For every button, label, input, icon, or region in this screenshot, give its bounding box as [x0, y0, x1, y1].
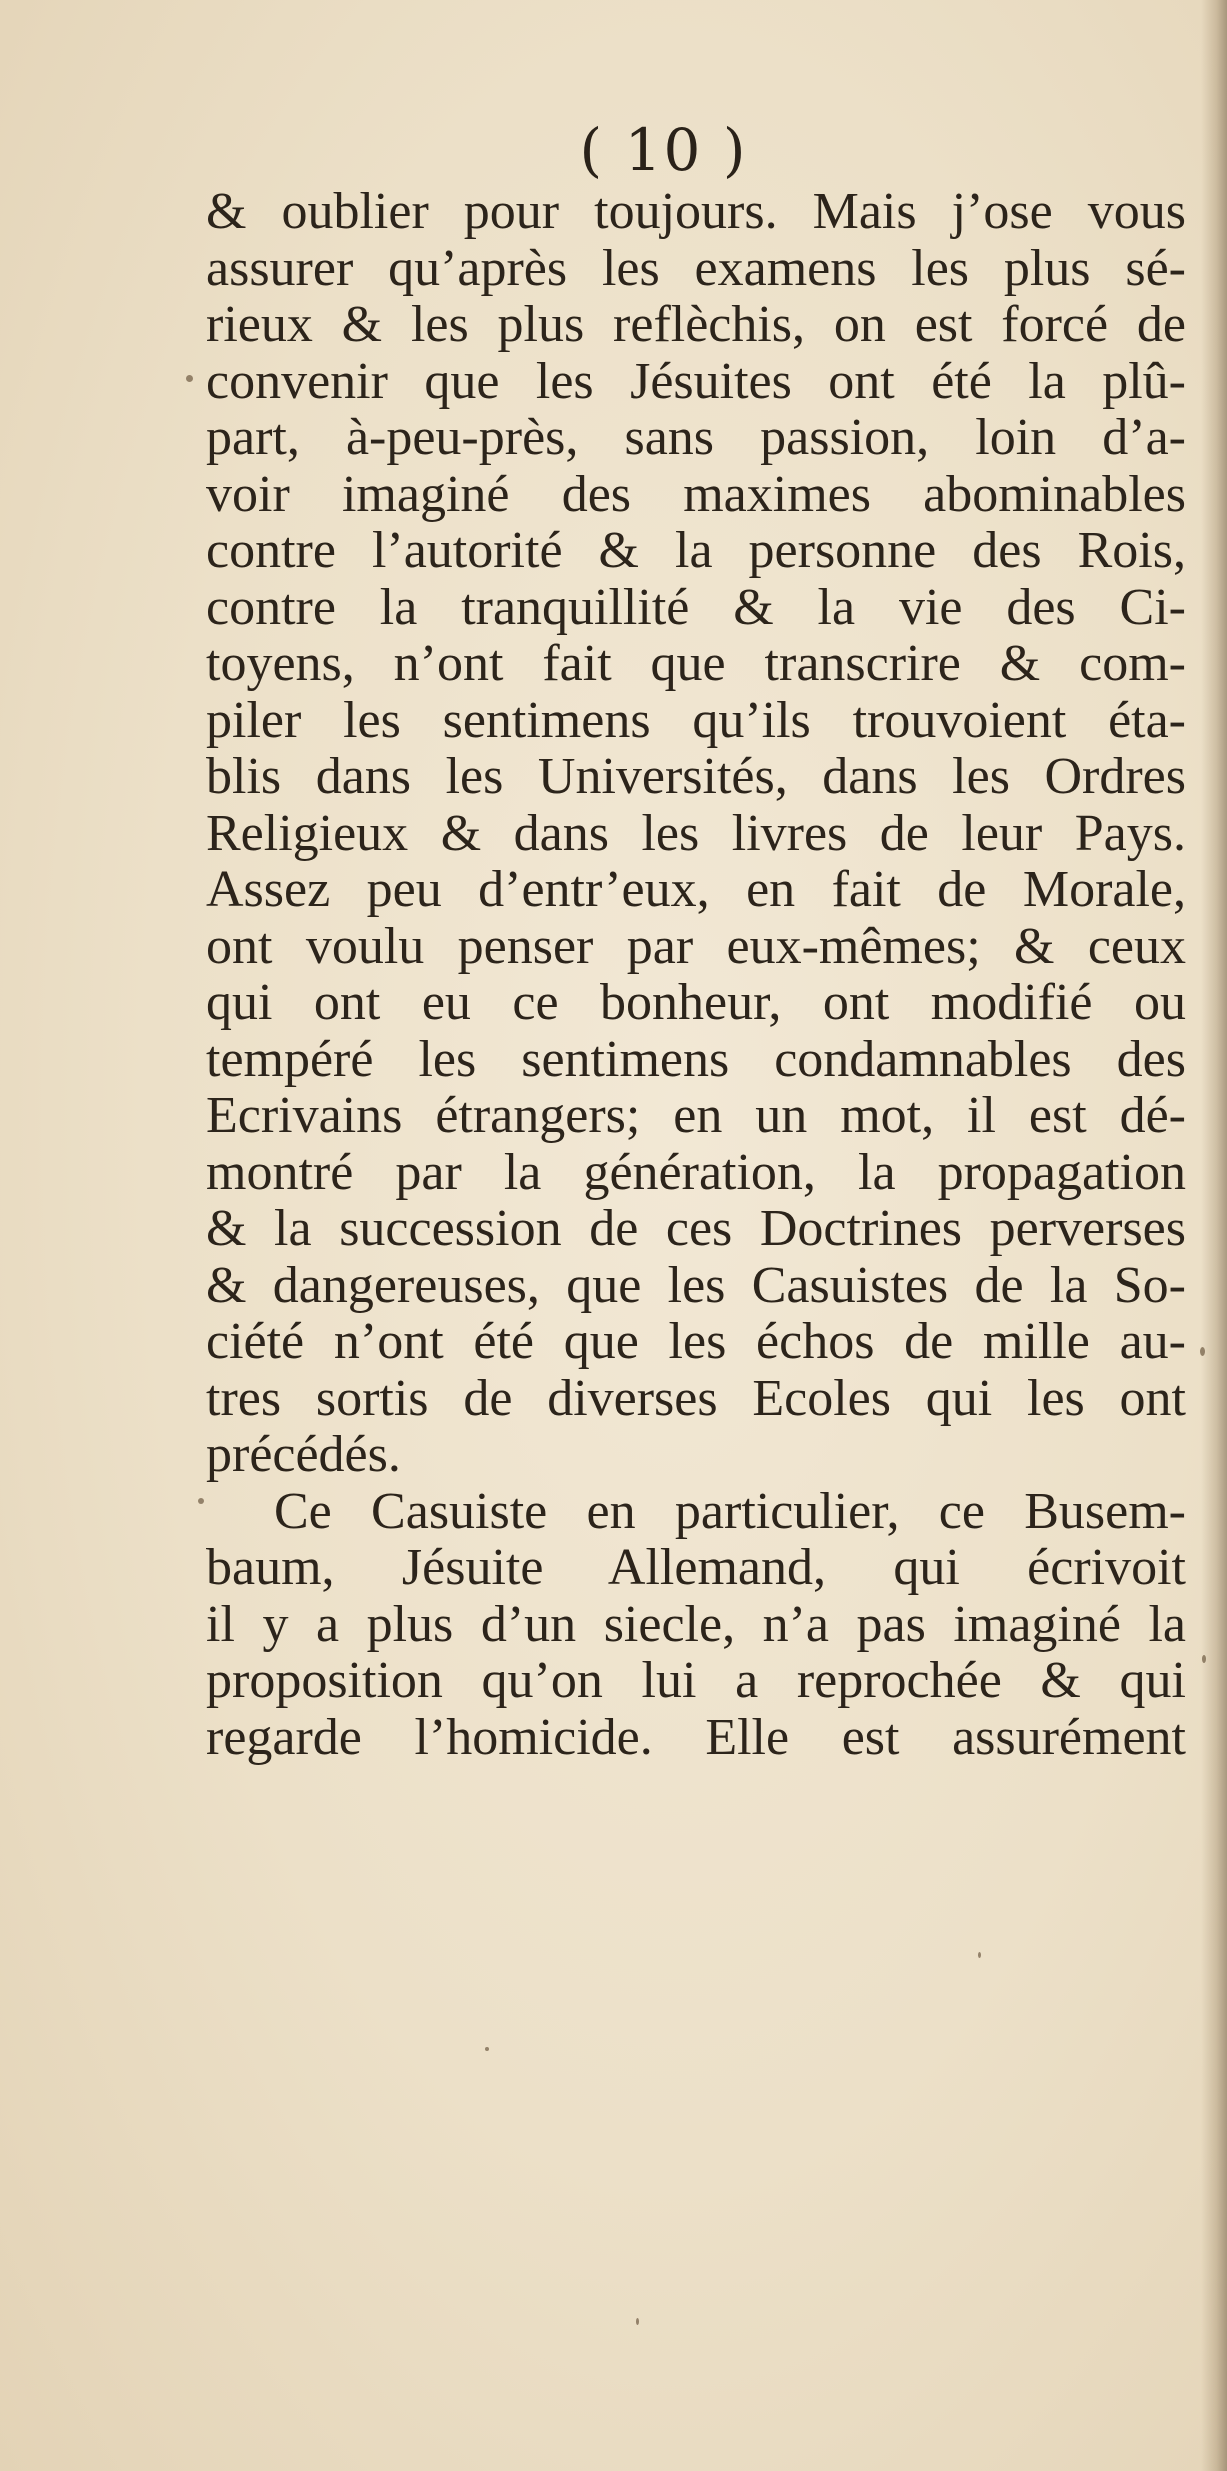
page-number: ( 10 ) — [579, 116, 748, 184]
text-line: part, à-peu-près, sans passion, loin d’a- — [206, 409, 1186, 466]
text-line: proposition qu’on lui a reprochée & qui — [206, 1652, 1186, 1709]
text-line: Assez peu d’entr’eux, en fait de Morale, — [206, 861, 1186, 918]
text-line: voir imaginé des maximes abominables — [206, 465, 1186, 523]
text-line: baum, Jésuite Allemand, qui écrivoit — [206, 1539, 1186, 1596]
text-line: ont voulu penser par eux-mêmes; & ceux — [206, 917, 1186, 975]
text-line: précédés. — [206, 1426, 401, 1483]
text-line: piler les sentimens qu’ils trouvoient éta- — [206, 691, 1186, 749]
text-line: rieux & les plus reflèchis, on est forcé de — [206, 296, 1186, 353]
page-edge-shadow — [1201, 0, 1227, 2471]
text-line: tres sortis de diverses Ecoles qui les ont — [206, 1369, 1186, 1427]
paper-speck — [186, 375, 193, 382]
text-line: qui ont eu ce bonheur, ont modifié ou — [206, 974, 1186, 1031]
text-line: & la succession de ces Doctrines perverses — [206, 1200, 1186, 1257]
text-line: Ce Casuiste en particulier, ce Busem- — [274, 1482, 1186, 1540]
text-line: contre la tranquillité & la vie des Ci- — [206, 578, 1186, 636]
text-line: contre l’autorité & la personne des Rois, — [206, 522, 1186, 579]
paper-speck — [1200, 1347, 1205, 1356]
text-line: convenir que les Jésuites ont été la plû- — [206, 352, 1186, 410]
text-line: il y a plus d’un siecle, n’a pas imaginé la — [206, 1595, 1186, 1653]
text-line: Ecrivains étrangers; en un mot, il est dé- — [206, 1087, 1186, 1144]
text-line: & dangereuses, que les Casuistes de la So- — [206, 1256, 1186, 1314]
text-line: & oublier pour toujours. Mais j’ose vous — [206, 183, 1186, 240]
paper-speck — [978, 1952, 981, 1958]
text-line: blis dans les Universités, dans les Ordres — [206, 748, 1186, 805]
paper-speck — [198, 1498, 204, 1504]
text-line: Religieux & dans les livres de leur Pays. — [206, 804, 1186, 862]
text-line: ciété n’ont été que les échos de mille au- — [206, 1313, 1186, 1370]
paper-speck — [636, 2318, 639, 2325]
text-line: toyens, n’ont fait que transcrire & com- — [206, 635, 1186, 692]
text-line: assurer qu’après les examens les plus sé- — [206, 239, 1186, 297]
body-text — [206, 184, 1186, 1766]
paper-speck — [1202, 1655, 1206, 1663]
text-line: montré par la génération, la propagation — [206, 1143, 1186, 1201]
text-line: tempéré les sentimens condamnables des — [206, 1030, 1186, 1088]
paper-speck — [485, 2047, 489, 2051]
text-line: regarde l’homicide. Elle est assurément — [206, 1708, 1186, 1766]
